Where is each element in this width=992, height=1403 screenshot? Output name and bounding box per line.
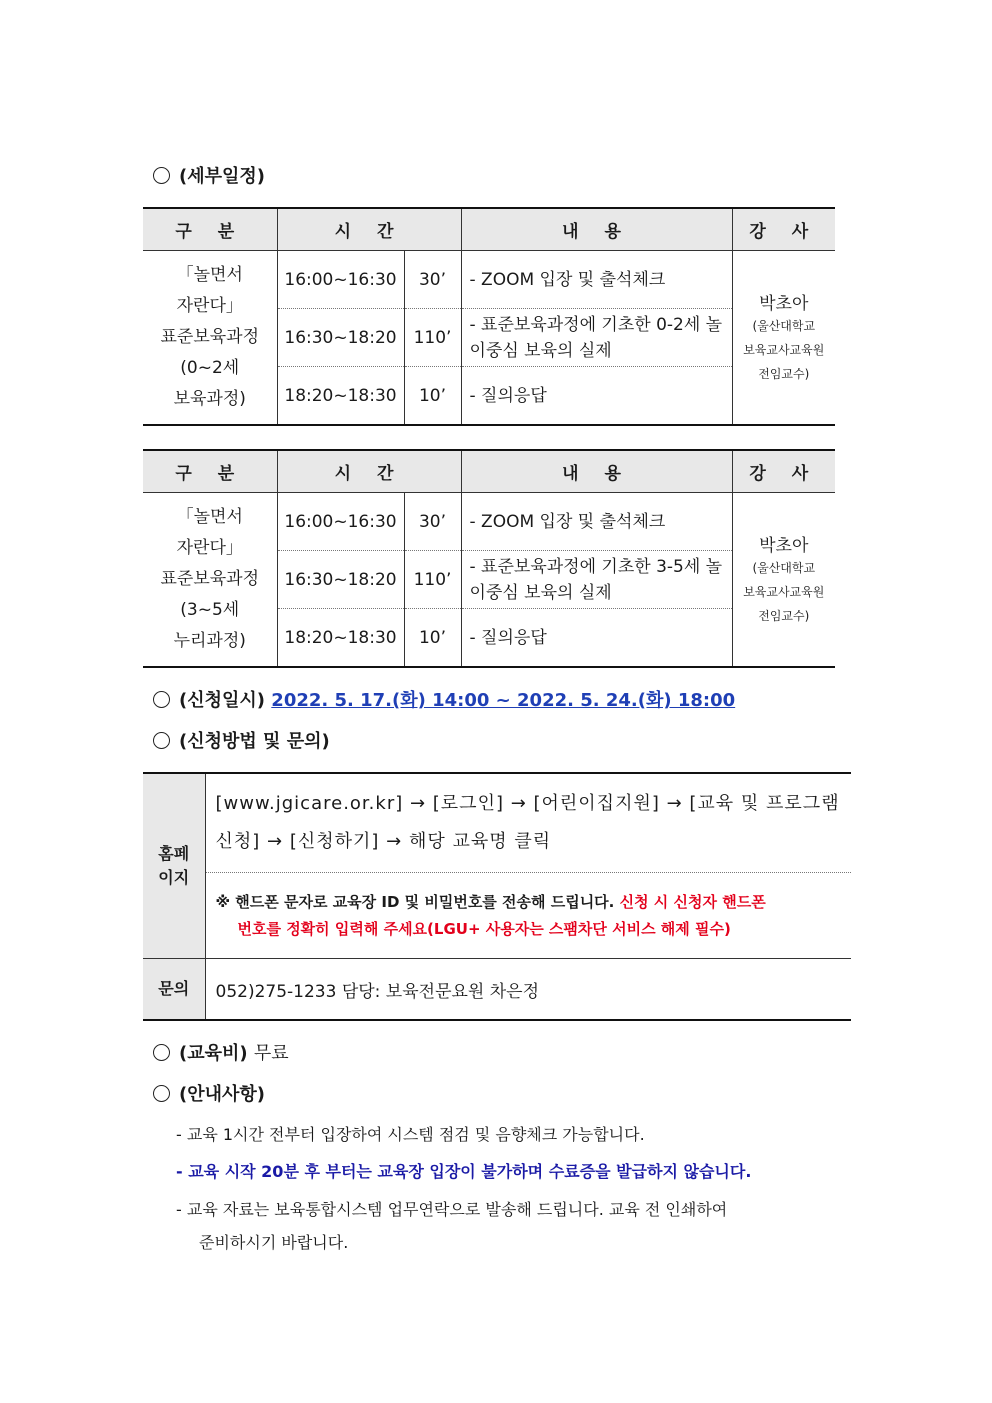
duration-cell: 30’ [404, 493, 461, 551]
header-category: 구 분 [143, 208, 277, 251]
instructor-name: 박초아 [759, 294, 809, 314]
instructor-cell: 박초아 (울산대학교 보육교사교육원 전임교수) [732, 493, 835, 668]
apply-period-value: 2022. 5. 17.(화) 14:00 ~ 2022. 5. 24.(화) 18:00 [271, 690, 736, 711]
notice-item: - 교육 1시간 전부터 입장하여 시스템 점검 및 음향체크 가능합니다. [176, 1125, 645, 1144]
content-cell: - 질의응답 [461, 367, 732, 426]
content-cell: - 질의응답 [461, 609, 732, 668]
category-cell: 「놀면서 자란다」 표준보육과정 (0~2세 보육과정) [143, 251, 277, 426]
fee-value: 무료 [253, 1043, 289, 1064]
section-heading-apply-period: (신청일시) 2022. 5. 17.(화) 14:00 ~ 2022. 5. 24.(화) 18:00 [153, 686, 735, 712]
table-header-row [143, 450, 835, 493]
duration-cell: 110’ [404, 309, 461, 367]
circle-bullet-icon [153, 1044, 170, 1061]
time-cell: 16:00~16:30 [277, 493, 404, 551]
duration-cell: 10’ [404, 609, 461, 668]
circle-bullet-icon [153, 167, 170, 184]
time-cell: 16:30~18:20 [277, 551, 404, 609]
duration-cell: 110’ [404, 551, 461, 609]
header-instructor: 강 사 [732, 450, 835, 493]
duration-cell: 10’ [404, 367, 461, 426]
notice-item: - 교육 자료는 보육통합시스템 업무연락으로 발송해 드립니다. 교육 전 인쇄하여 [176, 1200, 728, 1219]
table-row [143, 493, 835, 551]
notice-item: 준비하시기 바랍니다. [199, 1233, 349, 1252]
section-heading-apply-method: (신청방법 및 문의) [153, 727, 330, 753]
schedule-table-0-2 [143, 207, 835, 426]
table-row [143, 773, 851, 873]
instructor-name: 박초아 [759, 536, 809, 556]
notice-item: - 교육 시작 20분 후 부터는 교육장 입장이 불가하며 수료증을 발급하지 않습니다. [176, 1162, 752, 1181]
inquiry-value: 052)275-1233 담당: 보육전문요원 차은정 [205, 959, 851, 1021]
content-cell: - 표준보육과정에 기초한 0-2세 놀이중심 보육의 실제 [461, 309, 732, 367]
header-instructor: 강 사 [732, 208, 835, 251]
schedule-table-3-5 [143, 449, 835, 668]
section-heading-fee: (교육비) 무료 [153, 1039, 289, 1065]
time-cell: 16:00~16:30 [277, 251, 404, 309]
section-heading-notice: (안내사항) [153, 1080, 265, 1106]
circle-bullet-icon [153, 691, 170, 708]
table-row [143, 873, 851, 959]
time-cell: 18:20~18:30 [277, 367, 404, 426]
instructor-cell: 박초아 (울산대학교 보육교사교육원 전임교수) [732, 251, 835, 426]
apply-method-table [143, 772, 851, 1021]
table-row [143, 251, 835, 309]
circle-bullet-icon [153, 732, 170, 749]
circle-bullet-icon [153, 1085, 170, 1102]
header-time: 시 간 [277, 450, 461, 493]
time-cell: 18:20~18:30 [277, 609, 404, 668]
sms-notice: ※ 핸드폰 문자로 교육장 ID 및 비밀번호를 전송해 드립니다. 신청 시 신청자 핸드폰 번호를 정확히 입력해 주세요(LGU+ 사용자는 스팸차단 서비스 해제 필수) [215, 892, 766, 938]
homepage-path: [www.jgicare.or.kr] → [로그인] → [어린이집지원] → [교육 및 프로그램 신청] → [신청하기] → 해당 교육명 클릭 [205, 773, 851, 873]
inquiry-label: 문의 [143, 959, 205, 1021]
header-category: 구 분 [143, 450, 277, 493]
time-cell: 16:30~18:20 [277, 309, 404, 367]
duration-cell: 30’ [404, 251, 461, 309]
content-cell: - ZOOM 입장 및 출석체크 [461, 493, 732, 551]
table-row [143, 959, 851, 1021]
category-cell: 「놀면서 자란다」 표준보육과정 (3~5세 누리과정) [143, 493, 277, 668]
content-cell: - 표준보육과정에 기초한 3-5세 놀이중심 보육의 실제 [461, 551, 732, 609]
header-content: 내 용 [461, 450, 732, 493]
header-time: 시 간 [277, 208, 461, 251]
table-header-row [143, 208, 835, 251]
header-content: 내 용 [461, 208, 732, 251]
content-cell: - ZOOM 입장 및 출석체크 [461, 251, 732, 309]
section-heading-schedule: (세부일정) [153, 162, 265, 188]
homepage-label: 홈페 이지 [143, 773, 205, 959]
